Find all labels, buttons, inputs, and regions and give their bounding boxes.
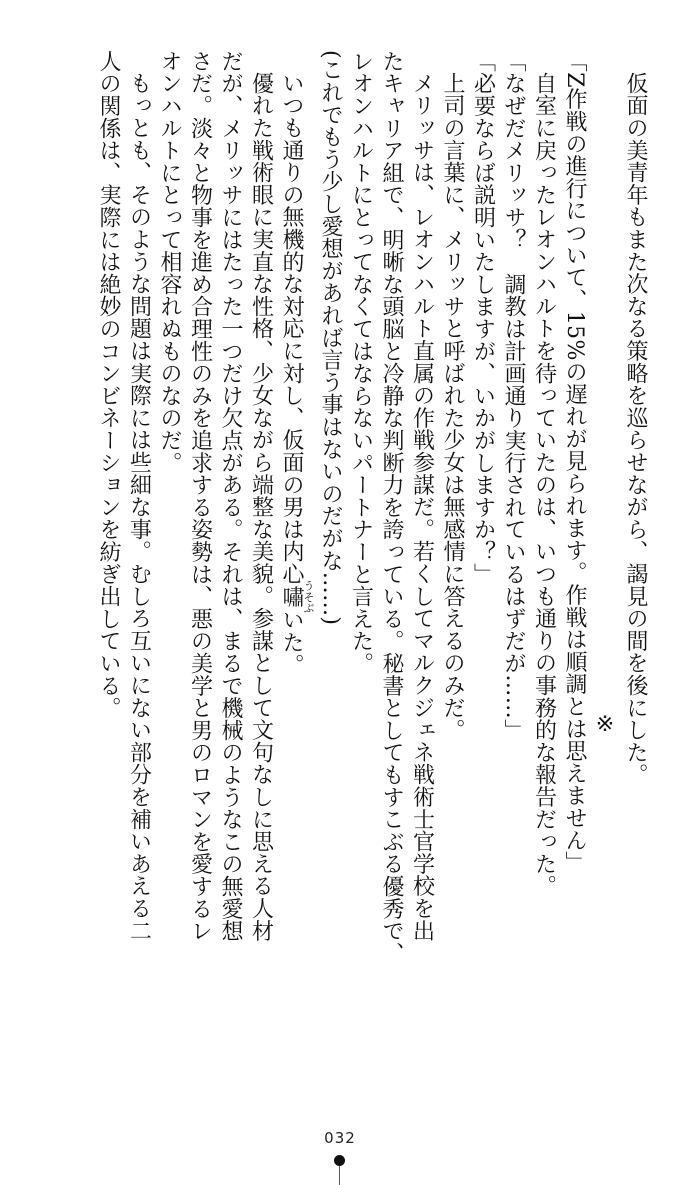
dialogue-line: 「なぜだメリッサ？ 調教は計画通り実行されているはずだが……」 <box>501 50 526 742</box>
paragraph-line: 人の関係は、実際には絶妙のコンビネーションを紡ぎ出している。 <box>96 50 121 719</box>
ruby-annotation: うそぶ <box>302 579 315 614</box>
text-before-ruby: いつも通りの無機的な対応に対し、仮面の男は内心 <box>279 72 304 585</box>
paragraph-line: 仮面の美青年もまた次なる策略を巡らせながら、謁見の間を後にした。 <box>623 72 648 786</box>
paragraph-line: 上司の言葉に、メリッサと呼ばれた少女は無感情に答えるのみだ。 <box>440 72 465 741</box>
paragraph-line: もっとも、そのような問題は実際には些細な事。むしろ互いにない部分を補いあえる二 <box>126 72 152 942</box>
ruby-word: 嘯うそぶ <box>279 579 315 614</box>
dialogue-line: 「Z作戦の進行について、15%の遅れが見られます。作戦は順調とは思えません」 <box>562 50 587 874</box>
folio-stem-line <box>339 1166 340 1185</box>
page-number: 032 <box>324 1129 356 1147</box>
inner-thought-line: (これでもう少し愛想があれば言う事はないのだがな……) <box>318 50 343 626</box>
paragraph-line: 自室に戻ったレオンハルトを待っていたのは、いつも通りの事務的な報告だった。 <box>531 72 557 898</box>
scene-break-asterism: ※ <box>592 712 618 738</box>
dialogue-line: 「必要ならば説明いたしますが、いかがしますか？」 <box>470 50 496 586</box>
paragraph-line: さだ。淡々と物事を進め合理性のみを追求する姿勢は、悪の美学と男のロマンを愛するレ <box>187 50 213 942</box>
text-after-ruby: いた。 <box>279 608 304 676</box>
paragraph-line: 優れた戦術眼に実直な性格、少女ながら端整な美貌。参謀として文句なしに思える人材 <box>248 72 274 942</box>
vertical-text-body <box>30 50 650 1060</box>
paragraph-line: レオンハルトにとってなくてはならないパートナーと言えた。 <box>348 50 374 675</box>
paragraph-line: だが、メリッサにはたった一つだけ欠点がある。それは、まるで機械のようなこの無愛想 <box>218 50 243 942</box>
paragraph-line: オンハルトにとって相容れぬものなのだ。 <box>157 50 182 474</box>
paragraph-line: メリッサは、レオンハルト直属の作戦参謀だ。若くしてマルクジェネ戦術士官学校を出 <box>409 72 435 942</box>
paragraph-line <box>276 50 315 1060</box>
folio-dot-icon <box>334 1155 345 1166</box>
paragraph-line: たキャリア組で、明晰な頭脳と冷静な判断力を誇っている。秘書としてもすこぶる優秀で、 <box>379 50 404 965</box>
